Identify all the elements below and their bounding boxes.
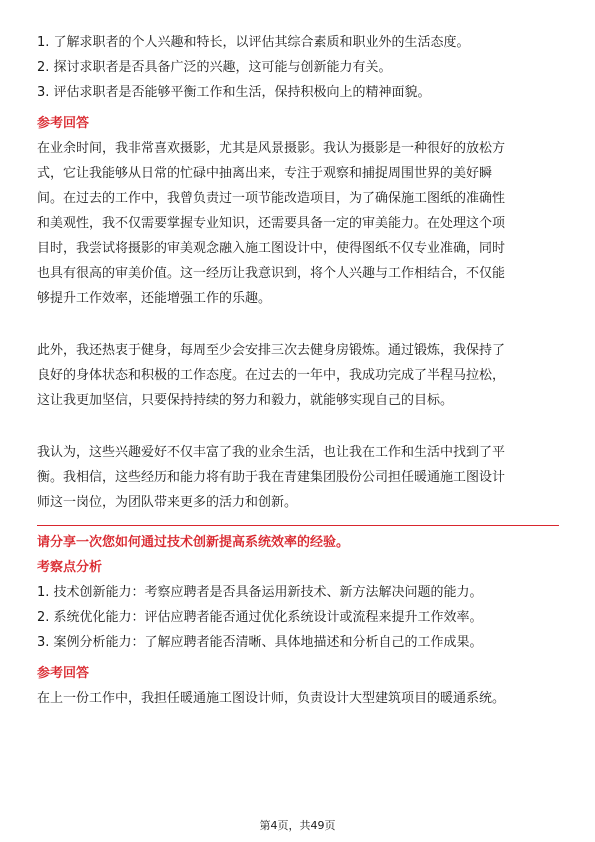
list-item: 3. 案例分析能力：了解应聘者能否清晰、具体地描述和分析自己的工作成果。 [37,635,483,650]
question-title: 请分享一次您如何通过技术创新提高系统效率的经验。 [37,535,350,550]
page-footer: 第4页，共49页 [259,819,336,832]
text-line: 间。在过去的工作中，我曾负责过一项节能改造项目，为了确保施工图纸的准确性 [37,191,506,206]
analysis-list [37,580,559,655]
list-item: 2. 探讨求职者是否具备广泛的兴趣，这可能与创新能力有关。 [37,60,392,75]
list-item: 3. 评估求职者是否能够平衡工作和生活，保持积极向上的精神面貌。 [37,85,431,100]
text-line: 师这一岗位，为团队带来更多的活力和创新。 [37,495,298,510]
top-list [37,30,559,105]
answer2-heading: 参考回答 [37,666,90,681]
text-line: 式，它让我能够从日常的忙碌中抽离出来，专注于观察和捕捉周围世界的美好瞬 [37,166,493,181]
list-item: 1. 了解求职者的个人兴趣和特长，以评估其综合素质和职业外的生活态度。 [37,35,470,50]
answer1-paragraph-1 [37,136,559,311]
text-line: 这让我更加坚信，只要保持持续的努力和毅力，就能够实现自己的目标。 [37,393,454,408]
paragraph-gap [37,311,559,338]
document-page [37,30,559,711]
section-divider [37,525,559,526]
list-item: 1. 技术创新能力：考察应聘者是否具备运用新技术、新方法解决问题的能力。 [37,585,483,600]
answer2-paragraph [37,686,559,711]
text-line: 在上一份工作中，我担任暖通施工图设计师，负责设计大型建筑项目的暖通系统。 [37,691,506,706]
paragraph-gap [37,413,559,440]
text-line: 够提升工作效率，还能增强工作的乐趣。 [37,291,272,306]
answer1-paragraph-2 [37,338,559,413]
text-line: 也具有很高的审美价值。这一经历让我意识到，将个人兴趣与工作相结合，不仅能 [37,266,506,281]
answer1-paragraph-3 [37,440,559,515]
text-line: 我认为，这些兴趣爱好不仅丰富了我的业余生活，也让我在工作和生活中找到了平 [37,445,506,460]
answer1-heading: 参考回答 [37,116,90,131]
text-line: 目时，我尝试将摄影的审美观念融入施工图设计中，使得图纸不仅专业准确，同时 [37,241,506,256]
text-line: 和美观性，我不仅需要掌握专业知识，还需要具备一定的审美能力。在处理这个项 [37,216,506,231]
text-line: 良好的身体状态和积极的工作态度。在过去的一年中，我成功完成了半程马拉松， [37,368,506,383]
text-line: 此外，我还热衷于健身，每周至少会安排三次去健身房锻炼。通过锻炼，我保持了 [37,343,506,358]
text-line: 在业余时间，我非常喜欢摄影，尤其是风景摄影。我认为摄影是一种很好的放松方 [37,141,506,156]
list-item: 2. 系统优化能力：评估应聘者能否通过优化系统设计或流程来提升工作效率。 [37,610,483,625]
analysis-heading: 考察点分析 [37,560,103,575]
text-line: 衡。我相信，这些经历和能力将有助于我在青建集团股份公司担任暖通施工图设计 [37,470,506,485]
